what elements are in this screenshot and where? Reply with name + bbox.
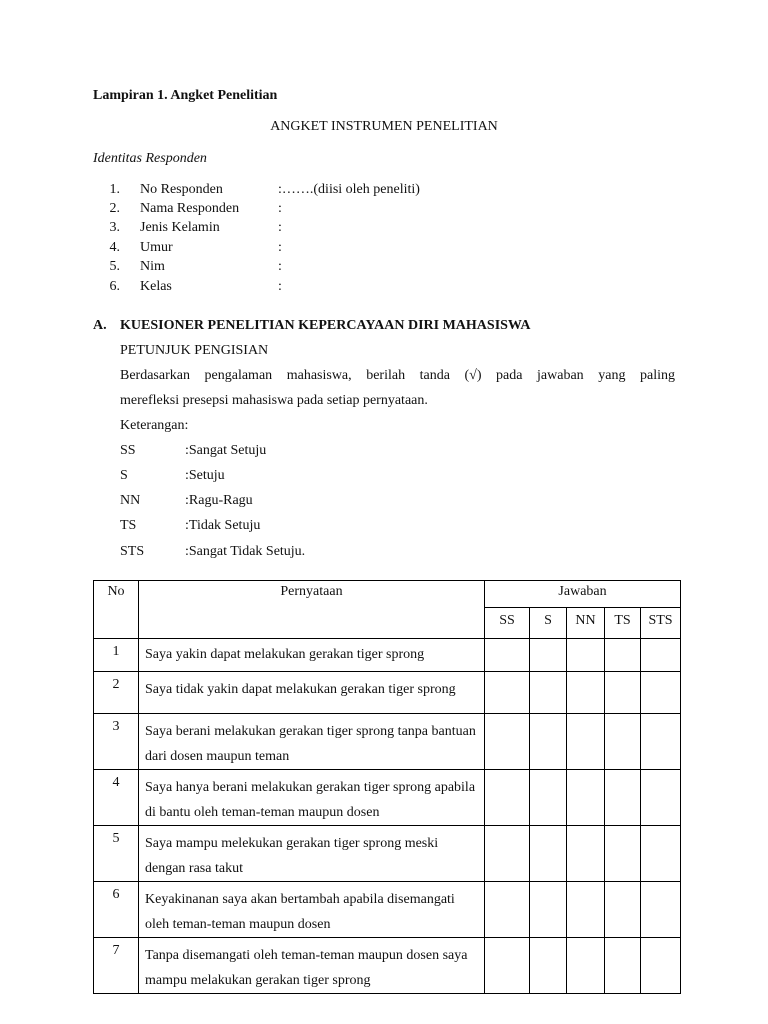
instructions-line-2: merefleksi presepsi mahasiswa pada setiap pernyataan. xyxy=(120,393,428,408)
section-letter: A. xyxy=(93,318,107,333)
legend-meaning: :Sangat Setuju xyxy=(185,443,267,458)
answer-cell-sts[interactable] xyxy=(641,882,681,938)
column-header-no: No xyxy=(94,581,139,639)
answer-cell-s[interactable] xyxy=(530,882,567,938)
answer-cell-s[interactable] xyxy=(530,826,567,882)
answer-cell-ts[interactable] xyxy=(605,672,641,714)
answer-cell-ss[interactable] xyxy=(485,826,530,882)
answer-cell-ts[interactable] xyxy=(605,882,641,938)
answer-cell-nn[interactable] xyxy=(567,639,605,672)
answer-cell-ss[interactable] xyxy=(485,938,530,994)
section-title: KUESIONER PENELITIAN KEPERCAYAAN DIRI MAHASISWA xyxy=(120,318,531,333)
answer-cell-s[interactable] xyxy=(530,714,567,770)
survey-table xyxy=(93,580,681,994)
legend-meaning: :Ragu-Ragu xyxy=(185,493,253,508)
statement-text: Saya tidak yakin dapat melakukan gerakan tiger sprong xyxy=(139,672,485,714)
answer-cell-s[interactable] xyxy=(530,938,567,994)
identity-value: : xyxy=(278,279,282,294)
answer-cell-sts[interactable] xyxy=(641,639,681,672)
instructions-heading: PETUNJUK PENGISIAN xyxy=(120,343,269,358)
identity-number: 4. xyxy=(109,240,120,255)
row-number: 5 xyxy=(94,826,139,882)
statement-text: Saya hanya berani melakukan gerakan tiger sprong apabila di bantu oleh teman-teman maupun dosen xyxy=(139,770,485,826)
identity-label: Nama Responden xyxy=(140,201,240,216)
answer-cell-ts[interactable] xyxy=(605,826,641,882)
identity-value: : xyxy=(278,201,282,216)
table-header-row xyxy=(94,581,681,608)
legend-meaning: :Tidak Setuju xyxy=(185,518,261,533)
appendix-title: Lampiran 1. Angket Penelitian xyxy=(93,88,278,103)
legend-code: STS xyxy=(120,544,145,559)
answer-cell-nn[interactable] xyxy=(567,882,605,938)
answer-cell-nn[interactable] xyxy=(567,938,605,994)
column-header-statement: Pernyataan xyxy=(139,581,485,639)
answer-cell-nn[interactable] xyxy=(567,826,605,882)
column-header-answer: Jawaban xyxy=(485,581,681,608)
legend-code: NN xyxy=(120,493,141,508)
answer-cell-ss[interactable] xyxy=(485,770,530,826)
legend-meaning: :Sangat Tidak Setuju. xyxy=(185,544,306,559)
identity-label: Umur xyxy=(140,240,173,255)
row-number: 6 xyxy=(94,882,139,938)
row-number: 4 xyxy=(94,770,139,826)
identity-heading: Identitas Responden xyxy=(93,151,207,166)
row-number: 2 xyxy=(94,672,139,714)
identity-number: 2. xyxy=(109,201,120,216)
statement-text: Saya yakin dapat melakukan gerakan tiger sprong xyxy=(139,639,485,672)
legend-code: TS xyxy=(120,518,137,533)
legend-heading: Keterangan: xyxy=(120,418,189,433)
answer-cell-nn[interactable] xyxy=(567,714,605,770)
table-row xyxy=(94,770,681,826)
answer-cell-sts[interactable] xyxy=(641,826,681,882)
answer-cell-sts[interactable] xyxy=(641,938,681,994)
statement-text: Keyakinanan saya akan bertambah apabila disemangati oleh teman-teman maupun dosen xyxy=(139,882,485,938)
answer-cell-nn[interactable] xyxy=(567,770,605,826)
answer-cell-sts[interactable] xyxy=(641,672,681,714)
identity-label: Kelas xyxy=(140,279,172,294)
table-row xyxy=(94,882,681,938)
table-row xyxy=(94,639,681,672)
answer-cell-ss[interactable] xyxy=(485,639,530,672)
identity-value: : xyxy=(278,240,282,255)
answer-option-header: NN xyxy=(567,608,605,639)
legend-code: SS xyxy=(120,443,136,458)
identity-number: 1. xyxy=(109,182,120,197)
identity-label: Jenis Kelamin xyxy=(140,220,220,235)
identity-value: : xyxy=(278,259,282,274)
answer-cell-sts[interactable] xyxy=(641,714,681,770)
statement-text: Saya berani melakukan gerakan tiger sprong tanpa bantuan dari dosen maupun teman xyxy=(139,714,485,770)
identity-number: 3. xyxy=(109,220,120,235)
table-row xyxy=(94,672,681,714)
row-number: 1 xyxy=(94,639,139,672)
answer-cell-ts[interactable] xyxy=(605,938,641,994)
answer-cell-ts[interactable] xyxy=(605,770,641,826)
answer-option-header: TS xyxy=(605,608,641,639)
identity-label: Nim xyxy=(140,259,165,274)
row-number: 3 xyxy=(94,714,139,770)
answer-cell-ts[interactable] xyxy=(605,714,641,770)
answer-option-header: STS xyxy=(641,608,681,639)
table-body xyxy=(94,639,681,994)
table-row xyxy=(94,826,681,882)
answer-cell-nn[interactable] xyxy=(567,672,605,714)
identity-number: 6. xyxy=(109,279,120,294)
answer-cell-sts[interactable] xyxy=(641,770,681,826)
answer-cell-ss[interactable] xyxy=(485,672,530,714)
page-title: ANGKET INSTRUMEN PENELITIAN xyxy=(270,119,498,134)
legend-meaning: :Setuju xyxy=(185,468,225,483)
answer-cell-s[interactable] xyxy=(530,770,567,826)
answer-option-header: S xyxy=(530,608,567,639)
identity-label: No Responden xyxy=(140,182,223,197)
statement-text: Tanpa disemangati oleh teman-teman maupun dosen saya mampu melakukan gerakan tiger sprong xyxy=(139,938,485,994)
statement-text: Saya mampu melekukan gerakan tiger sprong meski dengan rasa takut xyxy=(139,826,485,882)
answer-cell-s[interactable] xyxy=(530,639,567,672)
answer-option-header: SS xyxy=(485,608,530,639)
table-row xyxy=(94,714,681,770)
row-number: 7 xyxy=(94,938,139,994)
answer-cell-ss[interactable] xyxy=(485,882,530,938)
identity-value: : xyxy=(278,220,282,235)
instructions-line-1: Berdasarkan pengalaman mahasiswa, berilah tanda (√) pada jawaban yang paling xyxy=(120,368,675,383)
identity-value: :…….(diisi oleh peneliti) xyxy=(278,182,420,197)
answer-cell-ts[interactable] xyxy=(605,639,641,672)
legend-code: S xyxy=(120,468,128,483)
answer-cell-ss[interactable] xyxy=(485,714,530,770)
identity-number: 5. xyxy=(109,259,120,274)
answer-cell-s[interactable] xyxy=(530,672,567,714)
table-row xyxy=(94,938,681,994)
